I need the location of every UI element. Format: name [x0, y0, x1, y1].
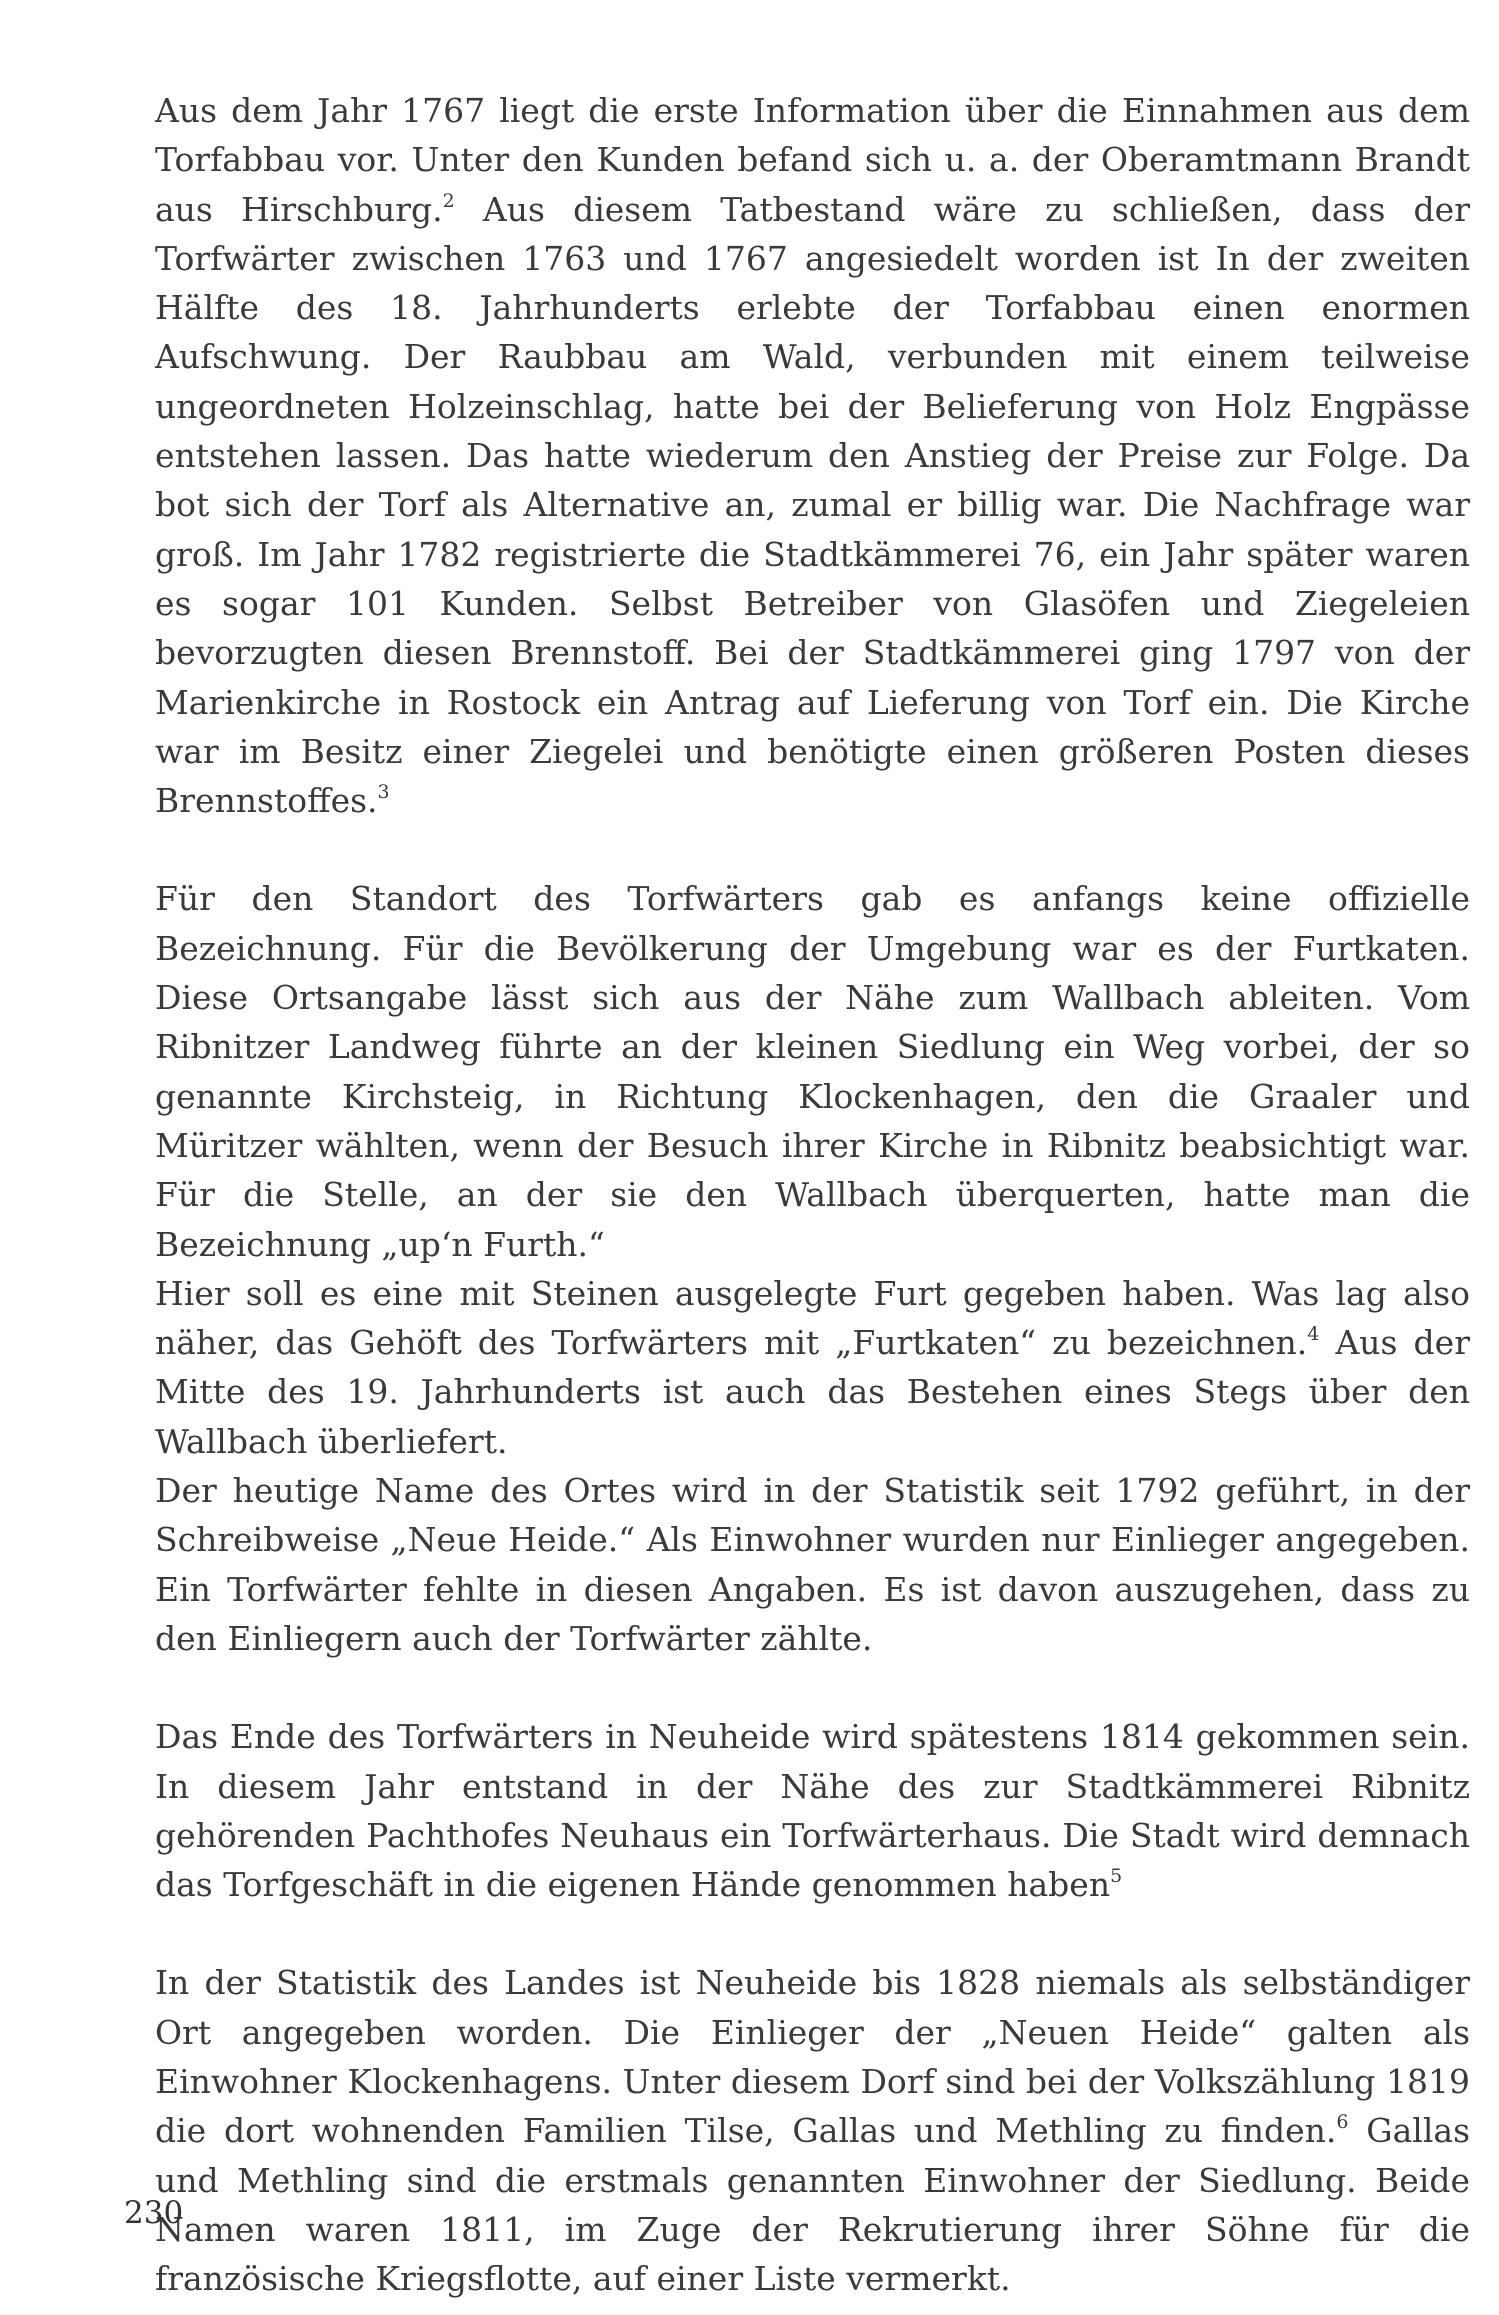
page-number: 230	[124, 2195, 184, 2231]
footnote-marker: 4	[1307, 1323, 1320, 1346]
footnote-marker: 6	[1336, 2111, 1349, 2134]
paragraph-torfabbau	[155, 86, 1470, 825]
paragraph-text: Gallas und Methling sind die erstmals genannten Einwohner der Siedlung. Beide Namen waren 1811, im Zuge der Rekrutierung ihrer Söhne für die französische Kriegsflotte, auf einer Liste vermerkt.	[155, 2111, 1470, 2299]
paragraph-text: Aus dem Jahr 1767 liegt die erste Information über die Einnahmen aus dem Torfabbau vor. Unter den Kunden befand sich u. a. der Oberamtmann Brandt aus Hirschburg.	[155, 91, 1470, 229]
body-text	[155, 86, 1470, 2303]
paragraph-neue-heide: Der heutige Name des Ortes wird in der Statistik seit 1792 geführt, in der Schreibweise „Neue Heide.“ Als Einwohner wurden nur Einlieger angegeben. Ein Torfwärter fehlte in diesen Angaben. Es ist davon auszugehen, dass zu den Einliegern auch der Torfwärter zählte.	[155, 1471, 1470, 1658]
footnote-marker: 2	[442, 189, 455, 212]
paragraph-text: Hier soll es eine mit Steinen ausgelegte Furt gegeben haben. Was lag also näher, das Gehöft des Torfwärters mit „Furtkaten“ zu bezeichnen.	[155, 1273, 1470, 1363]
paragraph-furtkaten: Für den Standort des Torfwärters gab es anfangs keine offizielle Bezeichnung. Für die Bevölkerung der Umgebung war es der Furtkaten. Diese Ortsangabe lässt sich aus der Nähe zum Wallbach ableiten. Vom Ribnitzer Landweg führte an der kleinen Siedlung ein Weg vorbei, der so genannte Kirchsteig, in Richtung Klockenhagen, den die Graaler und Müritzer wählten, wenn der Besuch ihrer Kirche in Ribnitz beabsichtigt war. Für die Stelle, an der sie den Wallbach überquerten, hatte man die Bezeichnung „up‘n Furth.“	[155, 879, 1470, 1264]
footnote-marker: 5	[1110, 1865, 1123, 1888]
paragraph-text: In der Statistik des Landes ist Neuheide bis 1828 niemals als selbständiger Ort angegeben worden. Die Einlieger der „Neuen Heide“ galten als Einwohner Klockenhagens. Unter diesem Dorf sind bei der Volkszählung 1819 die dort wohnenden Familien Tilse, Gallas und Methling zu finden.	[155, 1963, 1470, 2151]
paragraph-text: Aus der Mitte des 19. Jahrhunderts ist auch das Bestehen eines Stegs über den Wallbach überliefert.	[155, 1323, 1470, 1461]
paragraph-text: Das Ende des Torfwärters in Neuheide wird spätestens 1814 gekommen sein. In diesem Jahr entstand in der Nähe des zur Stadtkämmerei Ribnitz gehörenden Pachthofes Neuhaus ein Torfwärterhaus. Die Stadt wird demnach das Torfgeschäft in die eigenen Hände genommen haben	[155, 1717, 1470, 1905]
paragraph-furt	[155, 1269, 1470, 1466]
paragraph-ende-torfwaerter	[155, 1712, 1470, 1909]
paragraph-statistik	[155, 1958, 1470, 2303]
paragraph-text: Aus diesem Tatbestand wäre zu schließen, dass der Torfwärter zwischen 1763 und 1767 angesiedelt worden ist In der zweiten Hälfte des 18. Jahrhunderts erlebte der Torfabbau einen enormen Aufschwung. Der Raubbau am Wald, verbunden mit einem teilweise ungeordneten Holzeinschlag, hatte bei der Belieferung von Holz Engpässe entstehen lassen. Das hatte wiederum den Anstieg der Preise zur Folge. Da bot sich der Torf als Alternative an, zumal er billig war. Die Nachfrage war groß. Im Jahr 1782 registrierte die Stadtkämmerei 76, ein Jahr später waren es sogar 101 Kunden. Selbst Betreiber von Glasöfen und Ziegeleien bevorzugten diesen Brennstoff. Bei der Stadtkämmerei ging 1797 von der Marienkirche in Rostock ein Antrag auf Lieferung von Torf ein. Die Kirche war im Besitz einer Ziegelei und benötigte einen größeren Posten dieses Brennstoffes.	[155, 189, 1470, 821]
footnote-marker: 3	[377, 781, 390, 804]
